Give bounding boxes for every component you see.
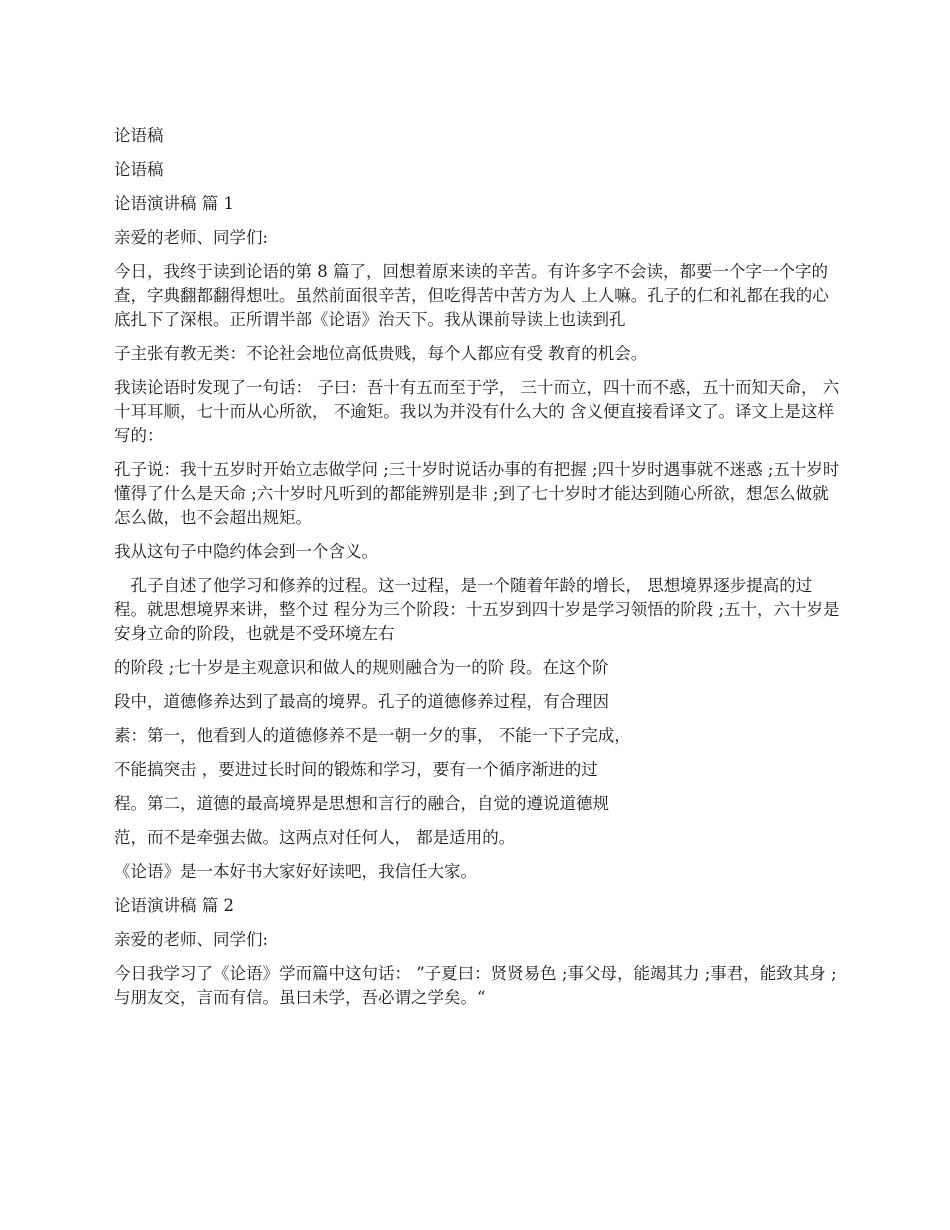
paragraph: 今日，我终于读到论语的第 8 篇了，回想着原来读的辛苦。有许多字不会读，都要一个字一个字的查，字典翻都翻得想吐。虽然前面很辛苦，但吃得苦中苦方为人 上人嘛。孔子的仁和礼都在我的心底扎下了深根。正所谓半部《论语》治天下。我从课前导读上也读到孔 bbox=[114, 262, 829, 329]
section-heading-2: 论语演讲稿 篇 2 bbox=[114, 896, 234, 915]
paragraph: 素：第一，他看到人的道德修养不是一朝一夕的事， 不能一下子完成， bbox=[114, 726, 631, 745]
salutation-1: 亲爱的老师、同学们: bbox=[114, 228, 269, 247]
paragraph: 我读论语时发现了一句话： 子曰：吾十有五而至于学， 三十而立，四十而不惑，五十而知天命， 六十耳耳顺，七十而从心所欲， 不逾矩。我以为并没有什么大的 含义便直接看译文了。译文上是这样写的： bbox=[114, 378, 840, 445]
salutation-2: 亲爱的老师、同学们: bbox=[114, 930, 269, 949]
document-body bbox=[114, 124, 844, 1020]
paragraph: 孔子自述了他学习和修养的过程。这一过程，是一个随着年龄的增长， 思想境界逐步提高的过程。就思想境界来讲，整个过 程分为三个阶段：十五岁到四十岁是学习领悟的阶段 ;五十，六十岁是安身立命的阶段，也就是不受环境左右 bbox=[114, 576, 840, 643]
paragraph: 今日我学习了《论语》学而篇中这句话： ”子夏曰：贤贤易色 ;事父母，能竭其力 ;事君，能致其身 ;与朋友交，言而有信。虽曰未学，吾必谓之学矣。“ bbox=[114, 964, 837, 1007]
paragraph: 我从这句子中隐约体会到一个含义。 bbox=[114, 542, 378, 561]
paragraph: 孔子说：我十五岁时开始立志做学问 ;三十岁时说话办事的有把握 ;四十岁时遇事就不迷惑 ;五十岁时懂得了什么是天命 ;六十岁时凡听到的都能辨别是非 ;到了七十岁时才能达到随心所欲，想怎么做就怎么做，也不会超出规矩。 bbox=[114, 460, 840, 527]
paragraph: 子主张有教无类：不论社会地位高低贵贱，每个人都应有受 教育的机会。 bbox=[114, 344, 648, 363]
document-subtitle: 论语稿 bbox=[114, 160, 164, 179]
paragraph: 不能搞突击 ，要进过长时间的锻炼和学习，要有一个循序渐进的过 bbox=[114, 760, 598, 779]
section-heading-1: 论语演讲稿 篇 1 bbox=[114, 194, 234, 213]
paragraph: 《论语》是一本好书大家好好读吧，我信任大家。 bbox=[114, 862, 477, 881]
paragraph: 程。第二，道德的最高境界是思想和言行的融合，自觉的遵说道德规 bbox=[114, 794, 609, 813]
paragraph: 段中，道德修养达到了最高的境界。孔子的道德修养过程，有合理因 bbox=[114, 692, 609, 711]
paragraph: 范，而不是牵强去做。这两点对任何人， 都是适用的。 bbox=[114, 828, 516, 847]
paragraph: 的阶段 ;七十岁是主观意识和做人的规则融合为一的阶 段。在这个阶 bbox=[114, 658, 609, 677]
document-title: 论语稿 bbox=[114, 126, 164, 145]
